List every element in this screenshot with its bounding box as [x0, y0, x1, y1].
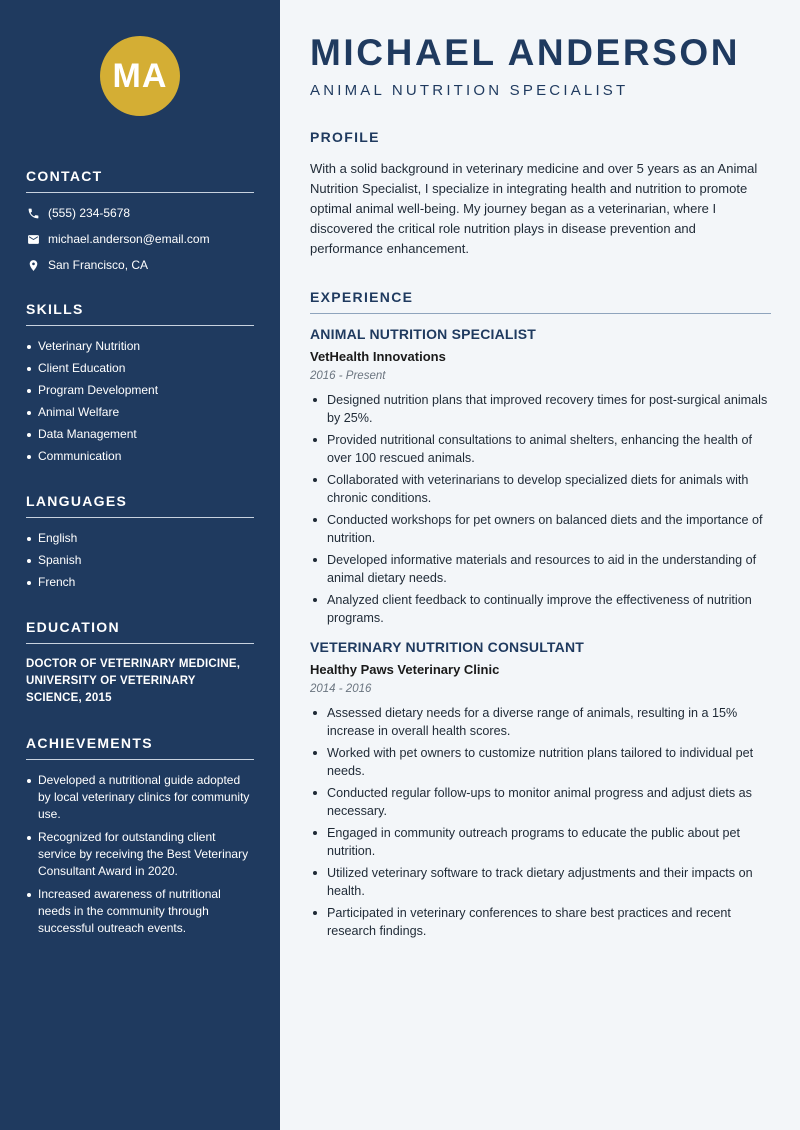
- phone-icon: [26, 206, 40, 220]
- job-bullets: [310, 391, 771, 627]
- skills-section: [26, 301, 254, 465]
- job-dates: 2014 - 2016: [310, 683, 372, 695]
- job-bullet: Engaged in community outreach programs to educate the public about pet nutrition.: [310, 824, 771, 860]
- job-bullet: Analyzed client feedback to continually improve the effectiveness of nutrition programs.: [310, 591, 771, 627]
- phone-text[interactable]: (555) 234-5678: [48, 206, 131, 220]
- achievement-item: Recognized for outstanding client service by receiving the Best Veterinary Consultant Award in 2020.: [26, 829, 254, 880]
- languages-list: [26, 530, 254, 591]
- job-bullet: Collaborated with veterinarians to develop specialized diets for animals with chronic conditions.: [310, 471, 771, 507]
- skill-item: Client Education: [26, 360, 254, 377]
- candidate-title: ANIMAL NUTRITION SPECIALIST: [310, 82, 629, 99]
- languages-heading: LANGUAGES: [26, 493, 254, 518]
- profile-text: With a solid background in veterinary medicine and over 5 years as an Animal Nutrition Specialist, I specialize in integrating health and nutrition to promote optimal animal well-being. My journey began as a veterinarian, where I discovered the critical role nutrition plays in disease prevention and performance enhancement.: [310, 161, 758, 256]
- achievements-list: [26, 772, 254, 937]
- job-bullet: Worked with pet owners to customize nutrition plans tailored to individual pet needs.: [310, 744, 771, 780]
- main-content: [280, 0, 800, 1130]
- job-entry: [310, 326, 771, 627]
- sidebar: [0, 0, 280, 1130]
- skill-item: Veterinary Nutrition: [26, 338, 254, 355]
- job-bullet: Provided nutritional consultations to animal shelters, enhancing the health of over 100 rescued animals.: [310, 431, 771, 467]
- skills-list: [26, 338, 254, 465]
- job-entry: [310, 639, 771, 940]
- job-dates: 2016 - Present: [310, 370, 386, 382]
- job-bullet: Developed informative materials and resources to aid in the understanding of animal dietary needs.: [310, 551, 771, 587]
- skill-item: Communication: [26, 448, 254, 465]
- job-bullet: Participated in veterinary conferences to share best practices and recent research findings.: [310, 904, 771, 940]
- achievement-item: Increased awareness of nutritional needs in the community through successful outreach events.: [26, 886, 254, 937]
- language-item: French: [26, 574, 254, 591]
- job-title: ANIMAL NUTRITION SPECIALIST: [310, 326, 537, 342]
- education-heading: EDUCATION: [26, 619, 254, 644]
- email-text[interactable]: michael.anderson@email.com: [48, 232, 210, 246]
- job-bullet: Designed nutrition plans that improved recovery times for post-surgical animals by 25%.: [310, 391, 771, 427]
- education-text: DOCTOR OF VETERINARY MEDICINE, UNIVERSITY OF VETERINARY SCIENCE, 2015: [26, 658, 241, 704]
- contact-heading: CONTACT: [26, 168, 254, 193]
- mail-icon: [26, 232, 40, 246]
- languages-section: [26, 493, 254, 591]
- experience-heading: EXPERIENCE: [310, 289, 771, 314]
- job-bullet: Conducted regular follow-ups to monitor animal progress and adjust diets as necessary.: [310, 784, 771, 820]
- achievements-section: [26, 735, 254, 937]
- location-text: San Francisco, CA: [48, 258, 149, 272]
- job-company: Healthy Paws Veterinary Clinic: [310, 662, 500, 677]
- education-section: [26, 619, 254, 707]
- skill-item: Animal Welfare: [26, 404, 254, 421]
- contact-email: [26, 231, 254, 247]
- avatar-initials: MA: [112, 56, 168, 95]
- language-item: Spanish: [26, 552, 254, 569]
- job-bullet: Assessed dietary needs for a diverse range of animals, resulting in a 15% increase in overall health scores.: [310, 704, 771, 740]
- contact-section: [26, 168, 254, 273]
- job-title: VETERINARY NUTRITION CONSULTANT: [310, 639, 585, 655]
- skill-item: Program Development: [26, 382, 254, 399]
- skill-item: Data Management: [26, 426, 254, 443]
- skills-heading: SKILLS: [26, 301, 254, 326]
- profile-heading: PROFILE: [310, 129, 380, 145]
- contact-location: [26, 257, 254, 273]
- candidate-name: MICHAEL ANDERSON: [310, 32, 741, 73]
- job-bullets: [310, 704, 771, 940]
- job-company: VetHealth Innovations: [310, 349, 446, 364]
- location-pin-icon: [26, 258, 40, 272]
- job-bullet: Conducted workshops for pet owners on balanced diets and the importance of nutrition.: [310, 511, 771, 547]
- language-item: English: [26, 530, 254, 547]
- job-bullet: Utilized veterinary software to track dietary adjustments and their impacts on health.: [310, 864, 771, 900]
- contact-phone: [26, 205, 254, 221]
- avatar: [100, 36, 180, 116]
- achievement-item: Developed a nutritional guide adopted by local veterinary clinics for community use.: [26, 772, 254, 823]
- achievements-heading: ACHIEVEMENTS: [26, 735, 254, 760]
